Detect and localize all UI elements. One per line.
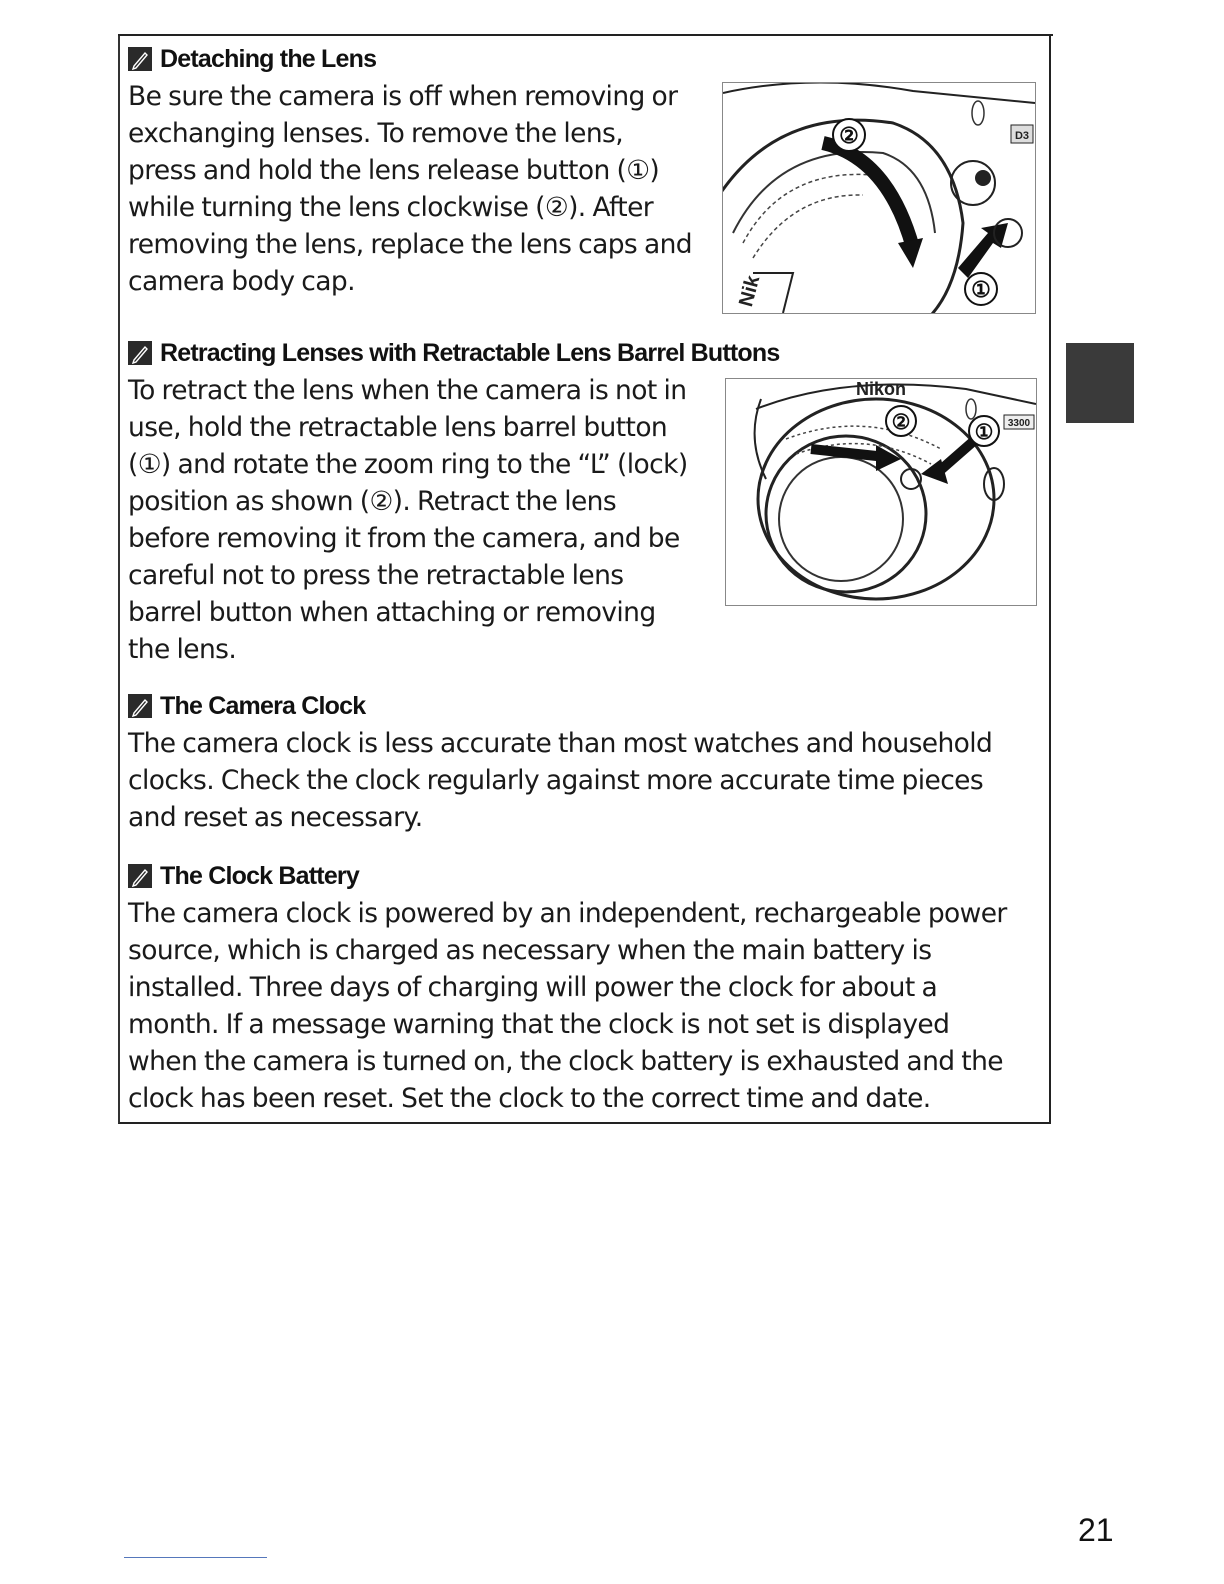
body-line: when the camera is turned on, the clock battery is exhausted and the — [128, 1046, 1003, 1077]
page-number: 21 — [1078, 1512, 1114, 1548]
brand-label: Nikon — [856, 379, 907, 399]
body-line: The camera clock is powered by an independent, rechargeable power — [128, 898, 1007, 929]
model-label: 3300 — [1007, 418, 1031, 429]
body-line: month. If a message warning that the clock is not set is displayed — [128, 1009, 950, 1040]
note-pencil-icon — [128, 47, 152, 71]
section-body — [128, 78, 692, 300]
body-line: removing the lens, replace the lens caps and — [128, 229, 693, 260]
body-line: clocks. Check the clock regularly against more accurate time pieces — [128, 765, 984, 796]
chapter-tab-marker — [1066, 343, 1134, 423]
footer-rule — [124, 1557, 267, 1558]
body-line: exchanging lenses. To remove the lens, — [128, 118, 624, 149]
body-line: installed. Three days of charging will power the clock for about a — [128, 972, 938, 1003]
section-detaching-lens — [128, 42, 692, 300]
camera-lens-drawing — [726, 379, 1036, 605]
retract-lens-illustration — [725, 378, 1037, 606]
model-label: D3 — [1014, 130, 1030, 142]
body-line: The camera clock is less accurate than most watches and household — [128, 728, 993, 759]
callout-1: ① — [971, 277, 991, 302]
body-line: Be sure the camera is off when removing or — [128, 81, 678, 112]
callout-2: ② — [891, 411, 911, 434]
body-line: the lens. — [128, 634, 237, 665]
body-line: barrel button when attaching or removing — [128, 597, 656, 628]
section-clock-battery — [128, 859, 1007, 1117]
section-title: Detaching the Lens — [160, 44, 377, 73]
body-line: careful not to press the retractable lens — [128, 560, 624, 591]
body-line: (①) and rotate the zoom ring to the “L” (lock) — [128, 449, 688, 480]
section-heading — [128, 336, 779, 370]
note-pencil-icon — [128, 341, 152, 365]
body-line: use, hold the retractable lens barrel button — [128, 412, 668, 443]
detach-lens-illustration — [722, 82, 1036, 314]
section-camera-clock — [128, 689, 992, 836]
section-title: The Camera Clock — [160, 691, 366, 720]
callout-1: ① — [974, 421, 994, 444]
body-line: clock has been reset. Set the clock to the correct time and date. — [128, 1083, 931, 1114]
body-line: press and hold the lens release button (①) — [128, 155, 660, 186]
body-line: and reset as necessary. — [128, 802, 423, 833]
note-pencil-icon — [128, 694, 152, 718]
body-line: To retract the lens when the camera is not in — [128, 375, 687, 406]
brand-label: Nik — [735, 273, 765, 309]
section-body — [128, 895, 1007, 1117]
note-pencil-icon — [128, 864, 152, 888]
body-line: before removing it from the camera, and be — [128, 523, 680, 554]
section-retracting-lenses — [128, 336, 779, 668]
section-title: Retracting Lenses with Retractable Lens Barrel Buttons — [160, 338, 780, 367]
section-heading — [128, 859, 1007, 893]
notes-box — [118, 34, 1051, 1124]
body-line: position as shown (②). Retract the lens — [128, 486, 617, 517]
body-line: source, which is charged as necessary when the main battery is — [128, 935, 932, 966]
body-line: camera body cap. — [128, 266, 355, 297]
callout-2: ② — [839, 123, 859, 148]
section-heading — [128, 42, 692, 76]
camera-lens-drawing — [723, 83, 1035, 313]
body-line: while turning the lens clockwise (②). After — [128, 192, 654, 223]
section-body — [128, 372, 779, 668]
section-heading — [128, 689, 992, 723]
section-body — [128, 725, 992, 836]
section-title: The Clock Battery — [160, 861, 359, 890]
